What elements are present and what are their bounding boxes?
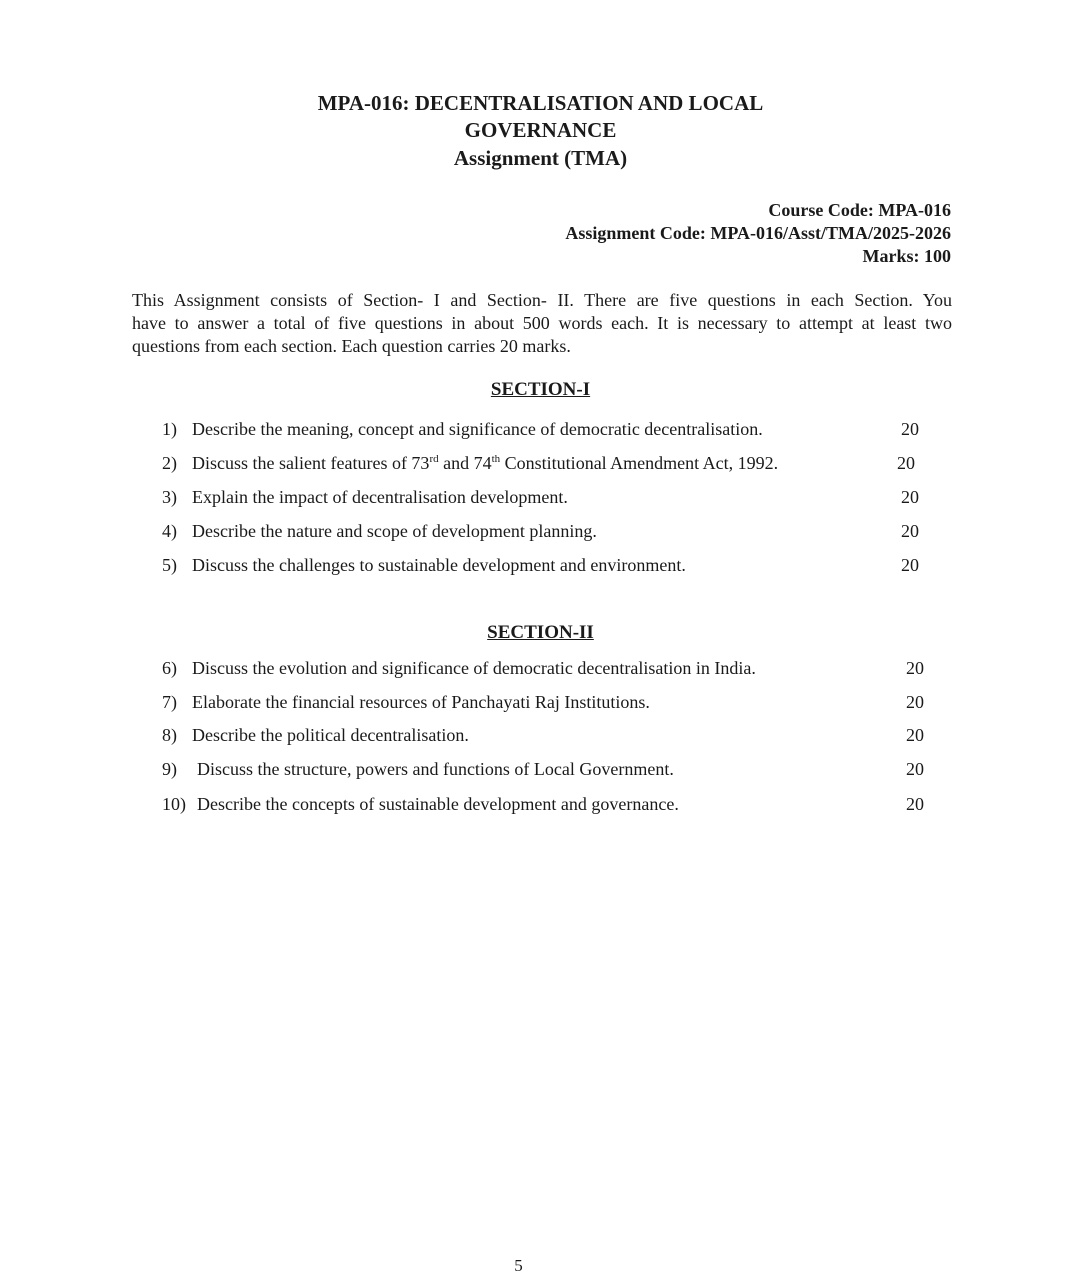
question-marks: 20 xyxy=(901,555,919,575)
question-row xyxy=(162,519,932,543)
question-text-part: Discuss the salient features of 73 xyxy=(192,453,430,473)
question-text-part: and 74 xyxy=(438,453,492,473)
assignment-code: Assignment Code: MPA-016/Asst/TMA/2025-2026 xyxy=(565,223,951,243)
question-marks: 20 xyxy=(906,658,924,678)
question-marks: 20 xyxy=(906,759,924,779)
question-marks: 20 xyxy=(906,725,924,745)
question-row xyxy=(162,553,932,577)
question-number: 4) xyxy=(162,521,177,541)
question-marks: 20 xyxy=(897,453,915,473)
title-line-1: MPA-016: DECENTRALISATION AND LOCAL xyxy=(317,91,764,115)
question-number: 1) xyxy=(162,419,177,439)
question-number: 3) xyxy=(162,487,177,507)
course-code: Course Code: MPA-016 xyxy=(768,200,951,220)
question-row xyxy=(162,656,932,680)
question-text-part: Constitutional Amendment Act, 1992. xyxy=(500,453,779,473)
question-marks: 20 xyxy=(906,692,924,712)
question-marks: 20 xyxy=(901,487,919,507)
instructions-paragraph xyxy=(132,289,952,358)
section-2-heading: SECTION-II xyxy=(487,622,594,643)
question-row xyxy=(162,792,932,816)
section-1-heading: SECTION-I xyxy=(490,379,591,400)
title-line-2: GOVERNANCE xyxy=(464,118,617,142)
question-marks: 20 xyxy=(901,521,919,541)
question-marks: 20 xyxy=(906,794,924,814)
question-text: Describe the political decentralisation. xyxy=(192,725,469,745)
question-row xyxy=(162,485,932,509)
question-text: Describe the meaning, concept and significance of democratic decentralisation. xyxy=(192,419,763,439)
ordinal-suffix: th xyxy=(491,453,501,465)
question-number: 8) xyxy=(162,725,177,745)
question-row xyxy=(162,417,932,441)
ordinal-suffix: rd xyxy=(429,453,439,465)
question-text: Elaborate the financial resources of Panchayati Raj Institutions. xyxy=(192,692,650,712)
question-number: 7) xyxy=(162,692,177,712)
question-row xyxy=(162,757,932,781)
question-text: Discuss the structure, powers and functions of Local Government. xyxy=(197,759,674,779)
page-number: 5 xyxy=(514,1256,523,1275)
question-number: 10) xyxy=(162,794,186,814)
instructions-line-3: questions from each section. Each question carries 20 marks. xyxy=(132,336,571,356)
question-row xyxy=(162,451,932,475)
question-text: Discuss the evolution and significance of democratic decentralisation in India. xyxy=(192,658,756,678)
question-row xyxy=(162,690,932,714)
question-marks: 20 xyxy=(901,419,919,439)
question-number: 6) xyxy=(162,658,177,678)
question-text xyxy=(192,451,778,475)
question-number: 9) xyxy=(162,759,177,779)
question-text: Discuss the challenges to sustainable development and environment. xyxy=(192,555,686,575)
total-marks: Marks: 100 xyxy=(862,246,951,266)
title-line-3: Assignment (TMA) xyxy=(453,146,628,170)
question-number: 2) xyxy=(162,453,177,473)
question-number: 5) xyxy=(162,555,177,575)
question-row xyxy=(162,723,932,747)
question-text: Explain the impact of decentralisation development. xyxy=(192,487,568,507)
instructions-line-2: have to answer a total of five questions in about 500 words each. It is necessary to attempt at least two xyxy=(132,313,952,333)
question-text: Describe the concepts of sustainable development and governance. xyxy=(197,794,679,814)
question-text: Describe the nature and scope of development planning. xyxy=(192,521,597,541)
instructions-line-1: This Assignment consists of Section- I and Section- II. There are five questions in each Section. You xyxy=(132,290,952,310)
